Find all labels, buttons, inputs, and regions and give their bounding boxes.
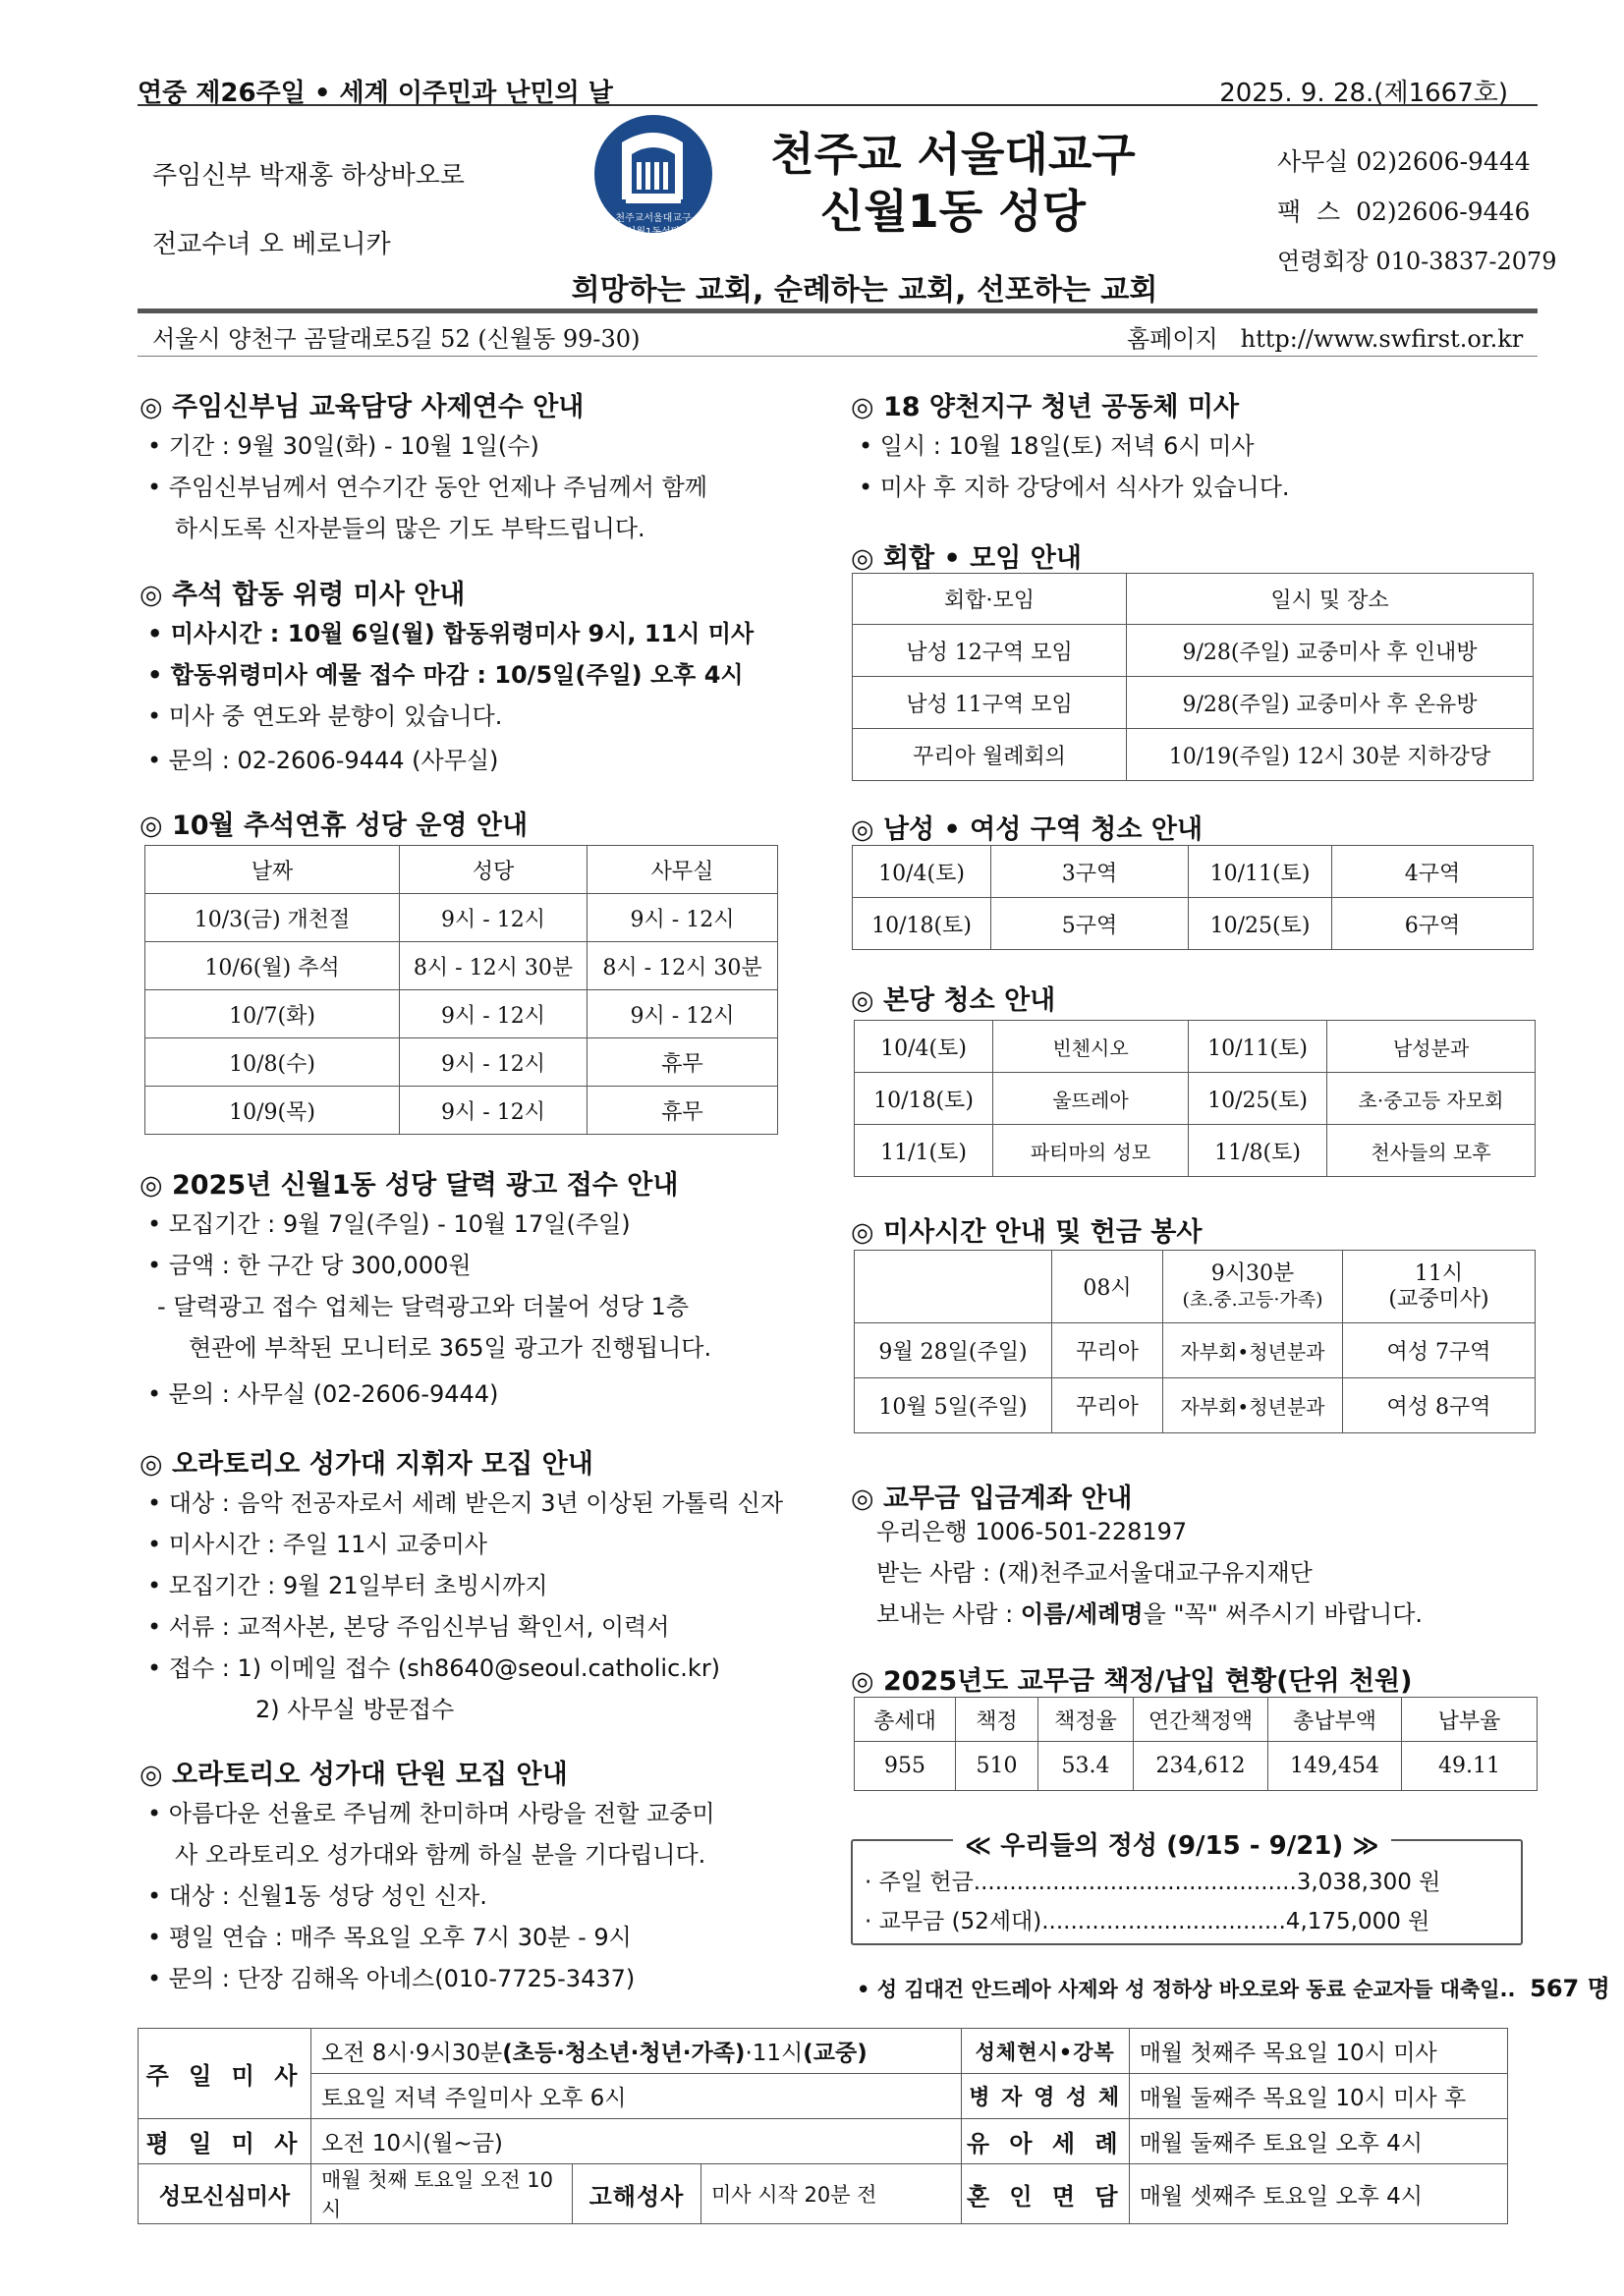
table-row <box>855 1323 1536 1378</box>
table-row <box>855 1378 1536 1433</box>
issue-date: 2025. 9. 28.(제1667호) <box>1219 79 1508 108</box>
cell: 10/9(목) <box>145 1087 400 1135</box>
cell: 10/18(토) <box>855 1073 993 1125</box>
table-header: 회합·모임 <box>853 574 1127 625</box>
text-line: • 모집기간 : 9월 21일부터 초빙시까지 <box>147 1572 548 1599</box>
district-cleaning-table <box>852 845 1534 950</box>
cell: 3구역 <box>991 846 1189 898</box>
infant-baptism-value: 매월 둘째주 토요일 오후 4시 <box>1129 2119 1507 2164</box>
text-line: • 합동위령미사 예물 접수 마감 : 10/5일(주일) 오후 4시 <box>147 661 744 689</box>
confession-value: 미사 시작 20분 전 <box>701 2164 962 2224</box>
homepage <box>1127 319 1523 354</box>
parish-logo <box>592 113 715 251</box>
address-rule <box>138 356 1538 357</box>
cell: 10월 5일(주일) <box>855 1378 1052 1433</box>
text-line: • 미사 중 연도와 분향이 있습니다. <box>147 702 503 730</box>
header-time: 9시30분 <box>1210 1260 1295 1286</box>
text-bold: 이름/세례명 <box>1020 1600 1144 1628</box>
homepage-label: 홈페이지 <box>1127 325 1218 353</box>
cell: 10/6(월) 추석 <box>145 942 400 990</box>
cell: 10/3(금) 개천절 <box>145 894 400 942</box>
cell: 빈첸시오 <box>993 1021 1189 1073</box>
adoration-value: 매월 첫째주 목요일 10시 미사 <box>1129 2029 1507 2074</box>
title-line1: 천주교 서울대교구 <box>770 128 1136 181</box>
header-sub: (교중미사) <box>1388 1286 1489 1312</box>
weekday-mass-value: 오전 10시(월~금) <box>311 2119 962 2164</box>
text-bold: (교중) <box>803 2041 868 2066</box>
cell: 10/4(토) <box>855 1021 993 1073</box>
cell: 5구역 <box>991 898 1189 950</box>
note-text: • 성 김대건 안드레아 사제와 성 정하상 바오로와 동료 순교자들 대축일.. <box>857 1978 1516 2001</box>
cell: 휴무 <box>588 1038 778 1087</box>
cell: 9시 - 12시 <box>588 990 778 1038</box>
cell: 11/8(토) <box>1189 1125 1327 1177</box>
section-title: ◎ 추석 합동 위령 미사 안내 <box>140 580 466 610</box>
text-line: • 서류 : 교적사본, 본당 주임신부님 확인서, 이력서 <box>147 1613 670 1641</box>
offering-line: · 교무금 (52세대)..................................4,175,000 원 <box>865 1909 1430 1934</box>
homepage-link[interactable]: http://www.swfirst.or.kr <box>1240 325 1524 353</box>
svg-text:천주교서울대교구: 천주교서울대교구 <box>615 213 692 224</box>
table-row <box>855 1742 1538 1791</box>
table-row <box>853 677 1534 729</box>
cell: 남성 12구역 모임 <box>853 625 1127 677</box>
cell: 4구역 <box>1332 846 1534 898</box>
slogan: 희망하는 교회, 순례하는 교회, 선포하는 교회 <box>571 273 1158 308</box>
table-header: 성당 <box>400 846 588 894</box>
text-line: • 모집기간 : 9월 7일(주일) - 10월 17일(주일) <box>147 1210 631 1238</box>
pastor-name: 주임신부 박재홍 하상바오로 <box>152 161 465 191</box>
table-header: 일시 및 장소 <box>1127 574 1534 625</box>
table-row <box>145 942 778 990</box>
table-row <box>853 625 1534 677</box>
sunday-mass-line1 <box>311 2029 962 2074</box>
table-header: 납부율 <box>1402 1698 1538 1742</box>
infant-baptism-label: 유 아 세 례 <box>961 2119 1129 2164</box>
text-line: • 평일 연습 : 매주 목요일 오후 7시 30분 - 9시 <box>147 1924 632 1951</box>
cell: 울뜨레아 <box>993 1073 1189 1125</box>
text-line: • 미사 후 지하 강당에서 식사가 있습니다. <box>859 474 1290 501</box>
cell: 꾸리아 <box>1052 1323 1163 1378</box>
cell: 149,454 <box>1268 1742 1402 1791</box>
table-header <box>1343 1251 1536 1323</box>
section-title: ◎ 18 양천지구 청년 공동체 미사 <box>851 392 1240 422</box>
cell: 꾸리아 <box>1052 1378 1163 1433</box>
table-row <box>853 729 1534 781</box>
text-line: • 미사시간 : 10월 6일(월) 합동위령미사 9시, 11시 미사 <box>147 620 755 647</box>
section-title: ◎ 본당 청소 안내 <box>851 985 1056 1016</box>
cell-empty <box>855 1251 1052 1323</box>
cell: 11/1(토) <box>855 1125 993 1177</box>
cell: 10/19(주일) 12시 30분 지하강당 <box>1127 729 1534 781</box>
cell: 234,612 <box>1134 1742 1268 1791</box>
holiday-table <box>144 845 778 1135</box>
offering-line: · 주일 헌금.............................................3,038,300 원 <box>865 1870 1441 1895</box>
table-header: 책정율 <box>1038 1698 1134 1742</box>
table-header: 책정 <box>956 1698 1038 1742</box>
text-part: ·11시 <box>745 2041 804 2066</box>
cell: 510 <box>956 1742 1038 1791</box>
table-header <box>1163 1251 1343 1323</box>
cell: 여성 7구역 <box>1343 1323 1536 1378</box>
cell: 9시 - 12시 <box>400 990 588 1038</box>
text-line: • 미사시간 : 주일 11시 교중미사 <box>147 1531 487 1558</box>
weekday-mass-label: 평 일 미 사 <box>139 2119 311 2164</box>
cell: 9월 28일(주일) <box>855 1323 1052 1378</box>
mass-offering-table <box>854 1250 1536 1433</box>
table-row <box>145 894 778 942</box>
cell: 8시 - 12시 30분 <box>400 942 588 990</box>
text-line: • 문의 : 단장 김해옥 아네스(010-7725-3437) <box>147 1965 636 1992</box>
mass-schedule-table <box>138 2028 1508 2224</box>
cell: 49.11 <box>1402 1742 1538 1791</box>
church-cleaning-table <box>854 1020 1536 1177</box>
text-line: 현관에 부착된 모니터로 365일 광고가 진행됩니다. <box>189 1334 712 1362</box>
text-part: 오전 8시·9시30분 <box>321 2041 503 2066</box>
confession-label: 고해성사 <box>573 2164 701 2224</box>
text-line: 받는 사람 : (재)천주교서울대교구유지재단 <box>876 1559 1313 1587</box>
attendance-note <box>857 1969 1610 2003</box>
dues-table <box>854 1697 1538 1791</box>
section-title: ◎ 오라토리오 성가대 단원 모집 안내 <box>140 1760 568 1790</box>
section-title: ◎ 2025년 신월1동 성당 달력 광고 접수 안내 <box>140 1170 679 1201</box>
attendance-count: 567 명 <box>1530 1975 1610 2002</box>
header-sub: (초.중.고등·가족) <box>1182 1288 1323 1311</box>
table-header: 연간책정액 <box>1134 1698 1268 1742</box>
section-title: ◎ 교무금 입금계좌 안내 <box>851 1484 1133 1514</box>
cell: 9시 - 12시 <box>400 1038 588 1087</box>
sister-name: 전교수녀 오 베로니카 <box>152 230 391 259</box>
table-row <box>145 990 778 1038</box>
marriage-value: 매월 셋째주 토요일 오후 4시 <box>1129 2164 1507 2224</box>
cell: 남성분과 <box>1327 1021 1536 1073</box>
cell: 천사들의 모후 <box>1327 1125 1536 1177</box>
section-title: ◎ 오라토리오 성가대 지휘자 모집 안내 <box>140 1449 593 1480</box>
text-line: • 금액 : 한 구간 당 300,000원 <box>147 1252 472 1279</box>
text-line: 2) 사무실 방문접수 <box>255 1696 455 1723</box>
text-line: • 접수 : 1) 이메일 접수 (sh8640@seoul.catholic.kr) <box>147 1654 721 1682</box>
section-title: ◎ 회합 • 모임 안내 <box>851 543 1082 574</box>
office-phone: 사무실 02)2606-9444 <box>1277 147 1531 176</box>
section-title: ◎ 주임신부님 교육담당 사제연수 안내 <box>140 392 585 422</box>
section-title: ◎ 10월 추석연휴 성당 운영 안내 <box>140 811 529 841</box>
cell: 10/11(토) <box>1189 846 1332 898</box>
table-row <box>855 1073 1536 1125</box>
table-row <box>145 1087 778 1135</box>
table-row <box>855 1125 1536 1177</box>
parish-title <box>756 126 1149 240</box>
cell: 10/25(토) <box>1189 1073 1327 1125</box>
cell: 여성 8구역 <box>1343 1378 1536 1433</box>
table-header: 날짜 <box>145 846 400 894</box>
cell: 남성 11구역 모임 <box>853 677 1127 729</box>
cell: 9시 - 12시 <box>400 894 588 942</box>
cell: 9시 - 12시 <box>400 1087 588 1135</box>
header-bar <box>138 73 1538 106</box>
sick-communion-value: 매월 둘째주 목요일 10시 미사 후 <box>1129 2074 1507 2119</box>
table-row <box>853 846 1534 898</box>
sunday-mass-line2: 토요일 저녁 주일미사 오후 6시 <box>311 2074 962 2119</box>
text-line: • 대상 : 신월1동 성당 성인 신자. <box>147 1882 487 1910</box>
cell: 9/28(주일) 교중미사 후 온유방 <box>1127 677 1534 729</box>
cell: 53.4 <box>1038 1742 1134 1791</box>
cell: 10/7(화) <box>145 990 400 1038</box>
text-line <box>876 1600 1423 1628</box>
cell: 9/28(주일) 교중미사 후 인내방 <box>1127 625 1534 677</box>
address: 서울시 양천구 곰달래로5길 52 (신월동 99-30) <box>152 325 641 353</box>
section-title: ◎ 남성 • 여성 구역 청소 안내 <box>851 814 1204 845</box>
title-line2: 신월1동 성당 <box>819 185 1087 238</box>
marian-mass-label: 성모신심미사 <box>139 2164 311 2224</box>
funeral-chair: 연령회장 010-3837-2079 <box>1277 248 1557 275</box>
text-line: 우리은행 1006-501-228197 <box>876 1518 1188 1545</box>
cell: 8시 - 12시 30분 <box>588 942 778 990</box>
sick-communion-label: 병 자 영 성 체 <box>961 2074 1129 2119</box>
cell: 파티마의 성모 <box>993 1125 1189 1177</box>
sunday-mass-label: 주 일 미 사 <box>139 2029 311 2119</box>
svg-text:신월1동성당: 신월1동성당 <box>626 227 681 238</box>
cell: 꾸리아 월례회의 <box>853 729 1127 781</box>
table-header: 총납부액 <box>1268 1698 1402 1742</box>
table-header: 08시 <box>1052 1251 1163 1323</box>
liturgical-day: 연중 제26주일 • 세계 이주민과 난민의 날 <box>138 79 613 108</box>
text-bold: (초등·청소년·청년·가족) <box>502 2041 746 2066</box>
cell: 초·중고등 자모회 <box>1327 1073 1536 1125</box>
offering-title: ≪ 우리들의 정성 (9/15 - 9/21) ≫ <box>953 1825 1391 1862</box>
cell: 자부회•청년분과 <box>1163 1378 1343 1433</box>
text-line: • 문의 : 사무실 (02-2606-9444) <box>147 1380 499 1408</box>
text-line: 하시도록 신자분들의 많은 기도 부탁드립니다. <box>175 515 645 542</box>
section-title: ◎ 2025년도 교무금 책정/납입 현황(단위 천원) <box>851 1666 1413 1697</box>
cell: 자부회•청년분과 <box>1163 1323 1343 1378</box>
cell: 10/4(토) <box>853 846 991 898</box>
cell: 휴무 <box>588 1087 778 1135</box>
marriage-label: 혼 인 면 담 <box>961 2164 1129 2224</box>
cell: 6구역 <box>1332 898 1534 950</box>
table-header: 사무실 <box>588 846 778 894</box>
text-line: - 달력광고 접수 업체는 달력광고와 더불어 성당 1층 <box>157 1293 690 1320</box>
cell: 10/25(토) <box>1189 898 1332 950</box>
text-line: • 문의 : 02-2606-9444 (사무실) <box>147 747 499 774</box>
meeting-table <box>852 573 1534 781</box>
text-line: • 기간 : 9월 30일(화) - 10월 1일(수) <box>147 432 539 460</box>
cell: 10/11(토) <box>1189 1021 1327 1073</box>
text-part: 을 "꼭" 써주시기 바랍니다. <box>1143 1600 1424 1628</box>
text-line: • 일시 : 10월 18일(토) 저녁 6시 미사 <box>859 432 1255 460</box>
text-part: 보내는 사람 : <box>876 1600 1021 1628</box>
section-title: ◎ 미사시간 안내 및 헌금 봉사 <box>851 1217 1203 1248</box>
table-row <box>855 1021 1536 1073</box>
table-row <box>145 1038 778 1087</box>
adoration-label: 성체현시•강복 <box>961 2029 1129 2074</box>
marian-mass-value: 매월 첫째 토요일 오전 10시 <box>311 2164 573 2224</box>
cell: 10/18(토) <box>853 898 991 950</box>
text-line: 사 오라토리오 성가대와 함께 하실 분을 기다립니다. <box>175 1841 706 1869</box>
text-line: • 대상 : 음악 전공자로서 세례 받은지 3년 이상된 가톨릭 신자 <box>147 1489 784 1517</box>
table-row <box>853 898 1534 950</box>
cell: 10/8(수) <box>145 1038 400 1087</box>
header-rule <box>138 308 1538 313</box>
text-line: • 아름다운 선율로 주님께 찬미하며 사랑을 전할 교중미 <box>147 1800 715 1827</box>
header-time: 11시 <box>1414 1260 1464 1286</box>
cell: 955 <box>855 1742 956 1791</box>
office-fax: 팩 스 02)2606-9446 <box>1277 197 1531 226</box>
cell: 9시 - 12시 <box>588 894 778 942</box>
text-line: • 주임신부님께서 연수기간 동안 언제나 주님께서 함께 <box>147 474 707 501</box>
table-header: 총세대 <box>855 1698 956 1742</box>
